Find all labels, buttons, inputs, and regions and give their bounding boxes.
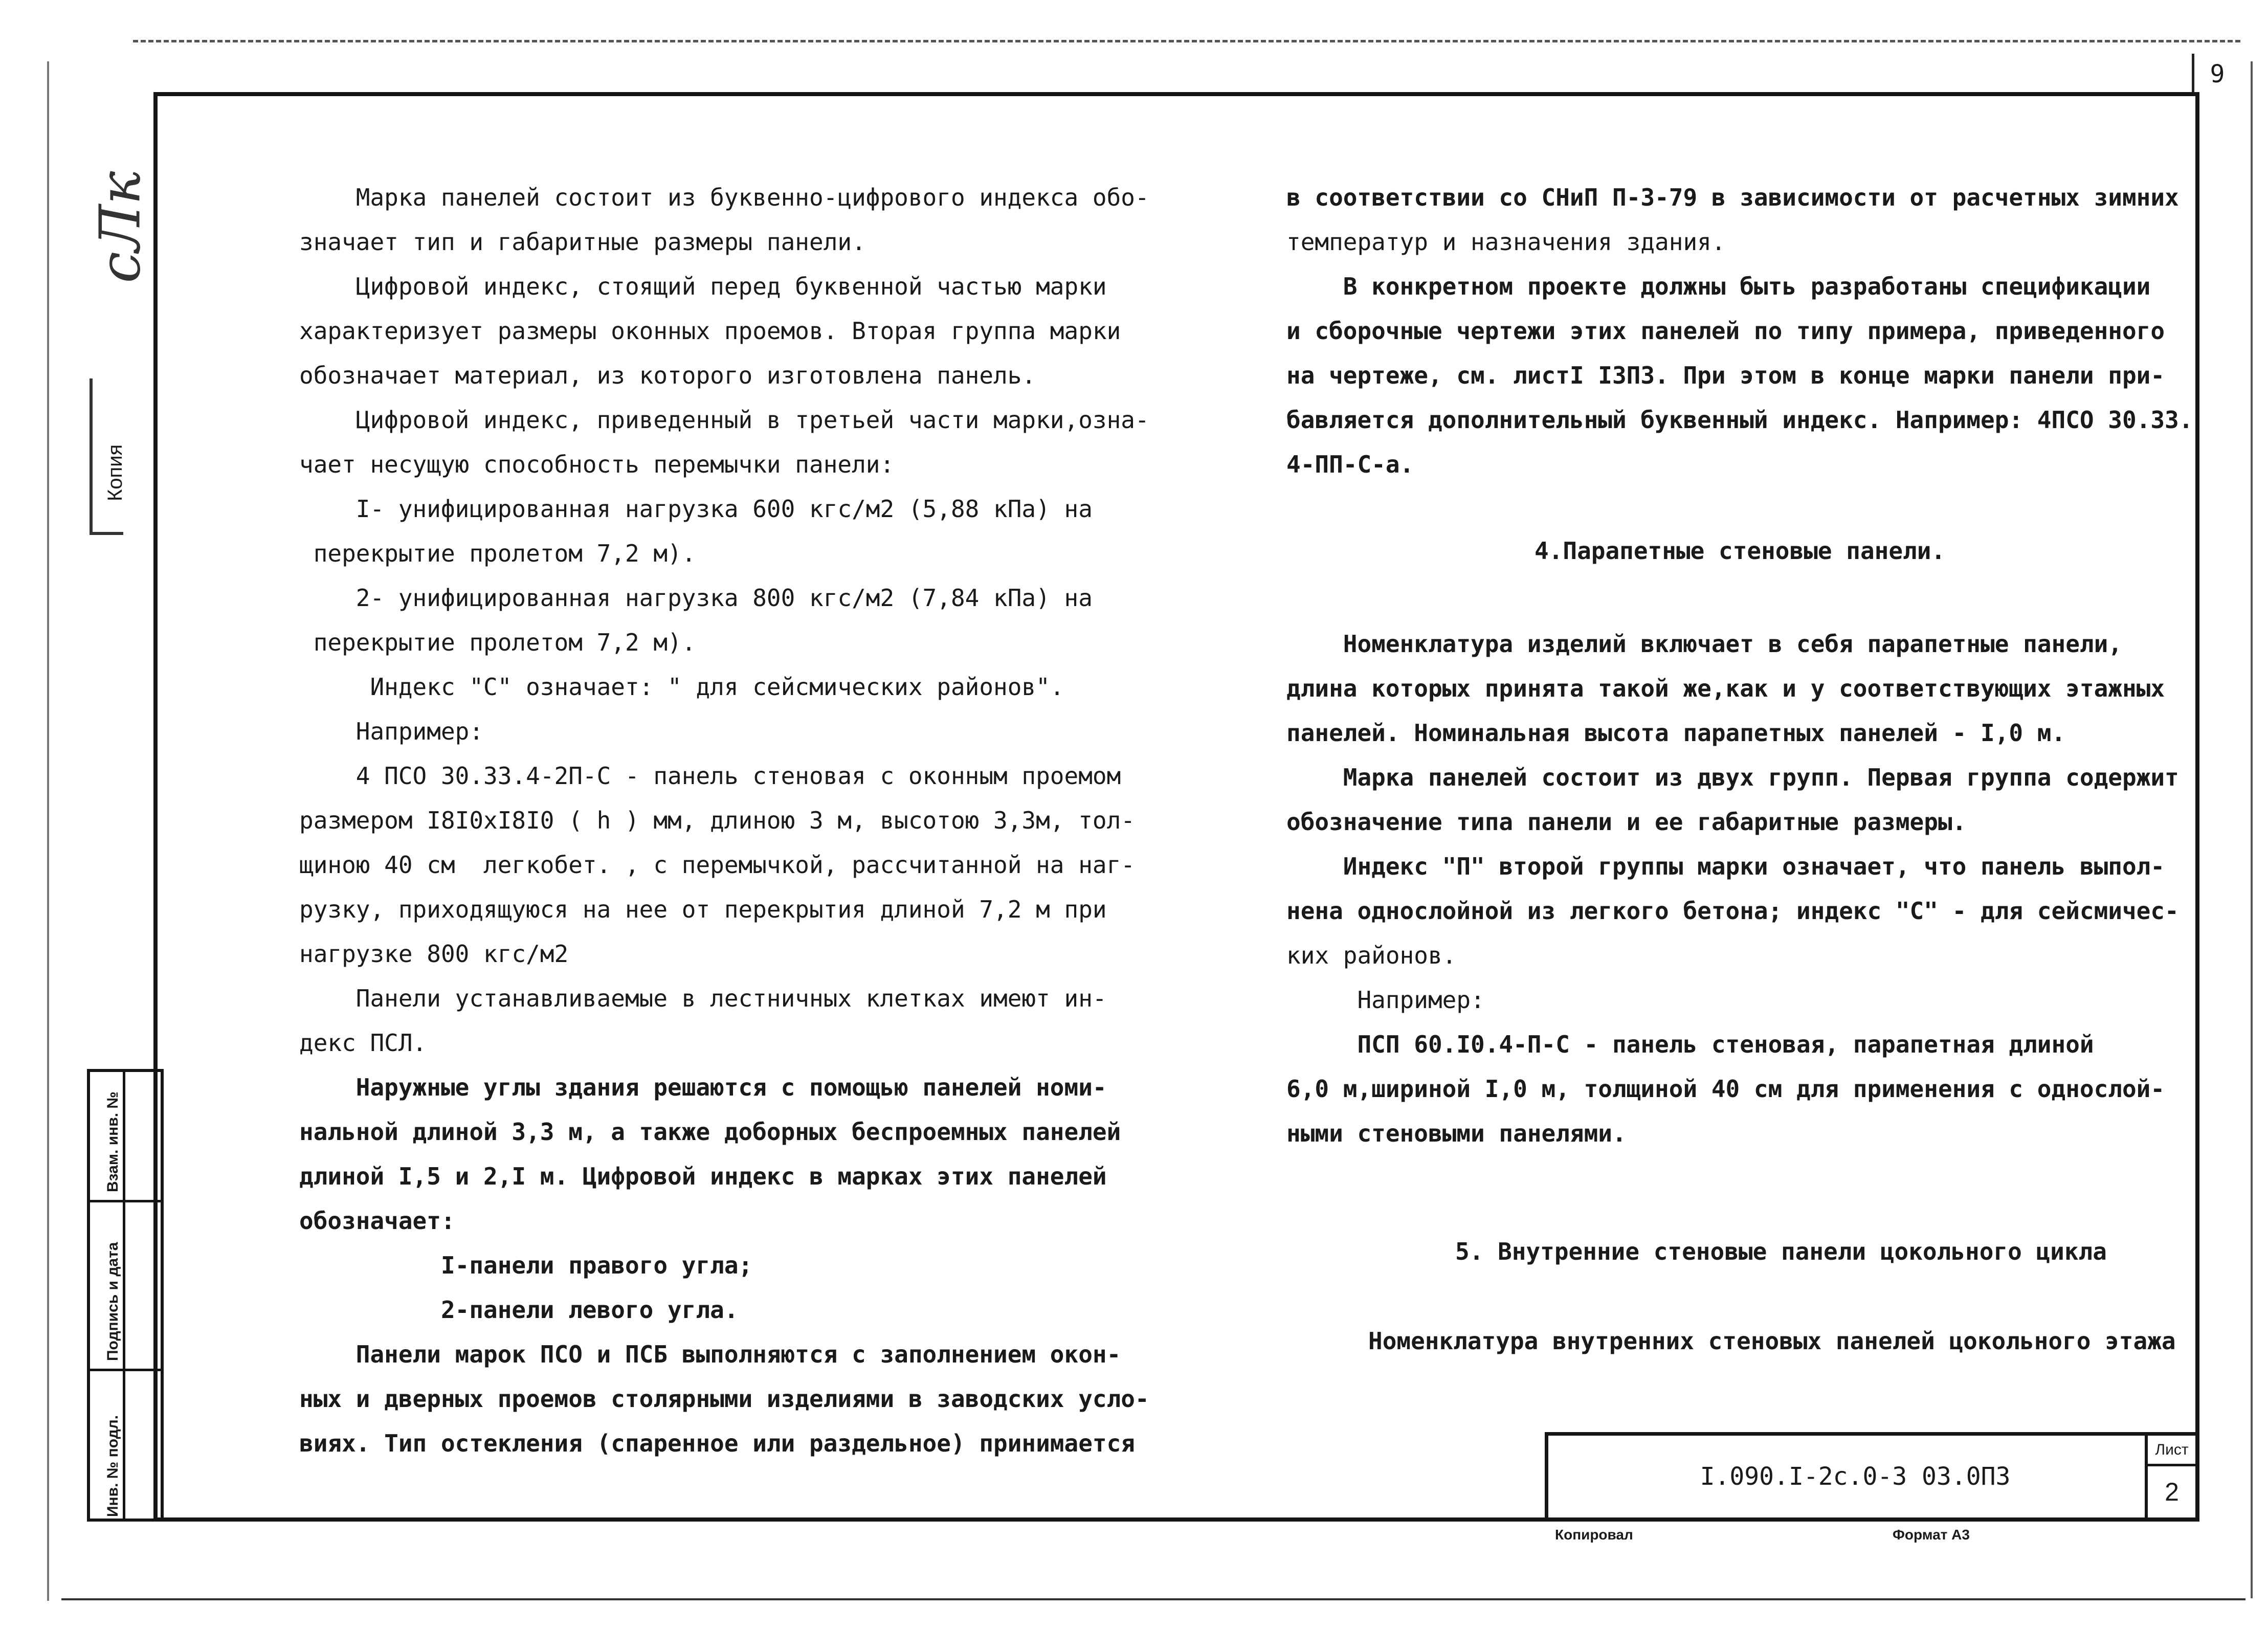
- sheet-label: Лист: [2148, 1436, 2196, 1466]
- right-text-column-top: [1286, 175, 2193, 487]
- title-block-stamp: [1545, 1432, 2199, 1522]
- text-line: ными стеновыми панелями.: [1286, 1120, 1627, 1147]
- text-line: Например:: [1286, 986, 1485, 1014]
- text-line: нальной длиной 3,3 м, а также доборных беспроемных панелей: [299, 1118, 1121, 1146]
- copy-stamp: [90, 378, 126, 535]
- left-strip-cell-2: Подпись и дата: [90, 1200, 161, 1371]
- text-line: перекрытие пролетом 7,2 м).: [299, 540, 696, 567]
- sheet-number-box: [2145, 1436, 2196, 1518]
- text-line: Индекс "П" второй группы марки означает, что панель выпол-: [1286, 853, 2165, 880]
- margin-signature: сЛк: [87, 171, 153, 283]
- text-line: температур и назначения здания.: [1286, 228, 1726, 256]
- text-line: характеризует размеры оконных проемов. Вторая группа марки: [299, 317, 1121, 345]
- text-line: длиной I,5 и 2,I м. Цифровой индекс в марках этих панелей: [299, 1163, 1107, 1190]
- text-line: I- унифицированная нагрузка 600 кгс/м2 (5,88 кПа) на: [299, 495, 1093, 523]
- page-corner-number: 9: [2192, 54, 2240, 95]
- text-line: I-панели правого угла;: [299, 1252, 753, 1279]
- left-text-column: [299, 175, 1179, 1466]
- right-column-bottom-line: Номенклатура внутренних стеновых панелей цокольного этажа: [1368, 1327, 2176, 1355]
- text-line: длина которых принята такой же,как и у соответствующих этажных: [1286, 675, 2165, 702]
- text-line: значает тип и габаритные размеры панели.: [299, 228, 866, 256]
- section-heading-5: 5. Внутренние стеновые панели цокольного цикла: [1455, 1238, 2107, 1265]
- section-heading-4: 4.Парапетные стеновые панели.: [1535, 537, 1946, 565]
- text-line: нена однослойной из легкого бетона; индекс "С" - для сейсмичес-: [1286, 897, 2179, 925]
- right-text-column-mid: [1286, 622, 2187, 1156]
- text-line: Наружные углы здания решаются с помощью панелей номи-: [299, 1074, 1107, 1101]
- text-line: обозначение типа панели и ее габаритные размеры.: [1286, 808, 1967, 836]
- text-line: обозначает материал, из которого изготовлена панель.: [299, 362, 1036, 389]
- text-line: 4-ПП-С-а.: [1286, 451, 1414, 478]
- text-line: Цифровой индекс, приведенный в третьей части марки,озна-: [299, 406, 1149, 434]
- text-line: 4 ПСО 30.33.4-2П-С - панель стеновая с оконным проемом: [299, 762, 1121, 790]
- footer-format: Формат А3: [1893, 1527, 1970, 1543]
- text-line: Номенклатура изделий включает в себя парапетные панели,: [1286, 630, 2122, 658]
- text-line: 6,0 м,шириной I,0 м, толщиной 40 см для применения с однослой-: [1286, 1075, 2165, 1103]
- bottom-trim-line: [61, 1598, 2245, 1600]
- text-line: на чертеже, см. листI I3ПЗ. При этом в конце марки панели при-: [1286, 362, 2165, 389]
- left-strip-cell-1: Взам. инв. №: [104, 1091, 121, 1192]
- text-line: Панели устанавливаемые в лестничных клетках имеют ин-: [299, 985, 1107, 1012]
- text-line: Индекс "С" означает: " для сейсмических районов".: [299, 673, 1064, 701]
- left-trim-line: [47, 61, 49, 1601]
- text-line: виях. Тип остекления (спаренное или раздельное) принимается: [299, 1430, 1135, 1457]
- left-strip-divider: [123, 1072, 125, 1519]
- sheet-number: 2: [2165, 1478, 2179, 1506]
- text-line: щиною 40 см легкобет. , с перемычкой, рассчитанной на наг-: [299, 851, 1135, 879]
- left-margin-stamp: [87, 1069, 164, 1522]
- text-line: размером I8I0xI8I0 ( h ) мм, длиною 3 м, высотою 3,3м, тол-: [299, 807, 1135, 834]
- text-line: 2-панели левого угла.: [299, 1296, 739, 1324]
- text-line: перекрытие пролетом 7,2 м).: [299, 629, 696, 656]
- left-strip-cell-3: Инв. № подл.: [90, 1369, 161, 1522]
- text-line: рузку, приходящуюся на нее от перекрытия длиной 7,2 м при: [299, 896, 1107, 923]
- text-line: 2- унифицированная нагрузка 800 кгс/м2 (7,84 кПа) на: [299, 584, 1093, 612]
- text-line: ПСП 60.I0.4-П-С - панель стеновая, парапетная длиной: [1286, 1031, 2094, 1058]
- right-trim-line: [2251, 61, 2253, 1598]
- text-line: бавляется дополнительный буквенный индекс. Например: 4ПСО 30.33.: [1286, 406, 2193, 434]
- text-line: в соответствии со СНиП П-3-79 в зависимости от расчетных зимних: [1286, 184, 2179, 211]
- footer-copied: Копировал: [1555, 1527, 1633, 1543]
- text-line: панелей. Номинальная высота парапетных панелей - I,0 м.: [1286, 719, 2066, 747]
- text-line: чает несущую способность перемычки панели:: [299, 451, 895, 478]
- text-line: декс ПСЛ.: [299, 1029, 427, 1057]
- document-code: I.090.I-2с.0-3 03.0ПЗ: [1700, 1462, 2011, 1491]
- text-line: ких районов.: [1286, 942, 1457, 969]
- top-cut-line: [133, 40, 2240, 42]
- text-line: ных и дверных проемов столярными изделиями в заводских усло-: [299, 1385, 1149, 1413]
- text-line: Марка панелей состоит из буквенно-цифрового индекса обо-: [299, 184, 1149, 211]
- text-line: Панели марок ПСО и ПСБ выполняются с заполнением окон-: [299, 1341, 1121, 1368]
- text-line: В конкретном проекте должны быть разработаны спецификации: [1286, 273, 2151, 300]
- text-line: нагрузке 800 кгс/м2: [299, 940, 569, 968]
- text-line: Например:: [299, 718, 484, 745]
- text-line: обозначает:: [299, 1207, 455, 1235]
- text-line: Цифровой индекс, стоящий перед буквенной частью марки: [299, 273, 1107, 300]
- text-line: и сборочные чертежи этих панелей по типу примера, приведенного: [1286, 317, 2165, 345]
- text-line: Марка панелей состоит из двух групп. Первая группа содержит: [1286, 764, 2179, 791]
- copy-stamp-label: Копия: [104, 444, 126, 501]
